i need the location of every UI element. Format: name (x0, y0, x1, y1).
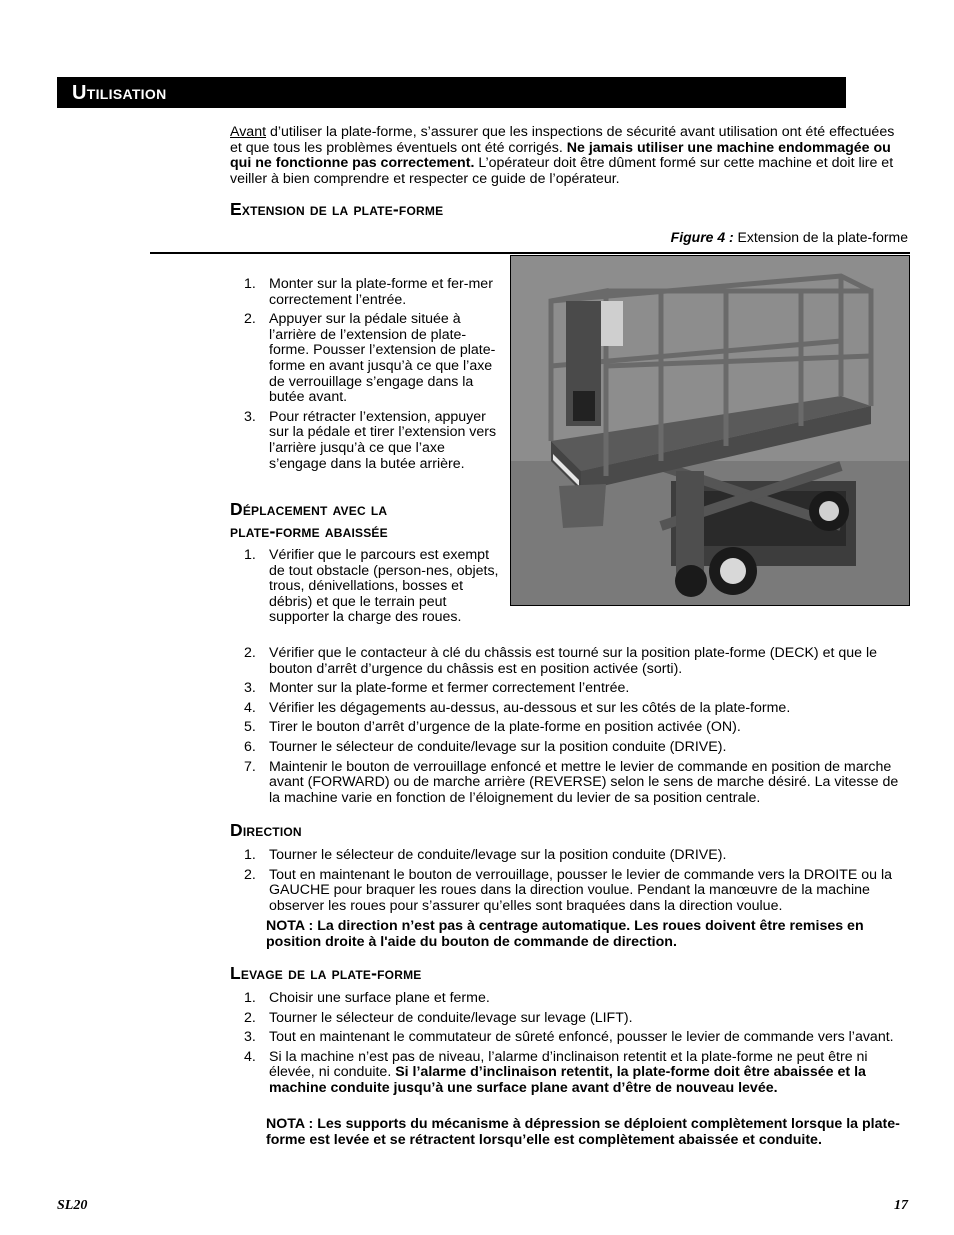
list-item: 1. Vérifier que le parcours est exempt de tout obstacle (person-nes, objets, trous, dénivellations, bosses et débris) et que le terrain peut supporter la charge des roues. (244, 547, 499, 626)
footer-page-number: 17 (894, 1198, 908, 1213)
heading-levage: Levage de la plate-forme (230, 963, 422, 983)
direction-steps (230, 848, 910, 918)
list-item: 4. Vérifier les dégagements au-dessus, au-dessous et sur les côtés de la plate-forme. (244, 699, 791, 716)
figure-caption-text: Extension de la plate-forme (733, 229, 908, 245)
list-item: 2. Appuyer sur la pédale située à l’arrière de l’extension de plate-forme. Pousser l’extension de plate-forme en avant jusqu’à ce que l’axe de verrouillage s’engage dans la butée avant. (244, 311, 496, 406)
section-title: Utilisation (72, 82, 167, 104)
list-item: 1. Tourner le sélecteur de conduite/levage sur la position conduite (DRIVE). (244, 847, 727, 863)
figure-photo-scissor-lift (510, 255, 910, 606)
list-item: 5. Tirer le bouton d’arrêt d’urgence de la plate-forme en position activée (ON). (244, 719, 741, 736)
list-item: 3. Tout en maintenant le commutateur de sûreté enfoncé, pousser le levier de commande vers l’avant. (244, 1029, 894, 1046)
levage-nota: NOTA : Les supports du mécanisme à dépression se déploient complètement lorsque la plate-forme est levée et se rétractent lorsqu’elle est complètement abaissée et conduite. (266, 1116, 900, 1148)
intro-warning: Ne jamais utiliser une machine endommagée ou qui ne fonctionne pas correctement. (230, 139, 891, 172)
levage-steps (230, 991, 910, 1101)
list-item: 3. Monter sur la plate-forme et fermer correctement l’entrée. (244, 680, 630, 697)
intro-avant: Avant (230, 124, 267, 140)
heading-direction: Direction (230, 820, 302, 840)
figure-rule (150, 252, 910, 254)
extension-steps (230, 277, 502, 476)
figure-label: Figure 4 : (670, 229, 734, 245)
figure-caption (671, 230, 908, 246)
list-item: 2. Vérifier que le contacteur à clé du châssis est tourné sur la position plate-forme (DECK) et que le bouton d’arrêt d’urgence du châssis est en position activée (sorti). (244, 645, 877, 677)
direction-nota: NOTA : La direction n’est pas à centrage automatique. Les roues doivent être remises en position droite à l'aide du bouton de commande de direction. (266, 918, 864, 950)
heading-extension: Extension de la plate-forme (230, 199, 444, 219)
intro-paragraph (230, 125, 910, 187)
list-item: 1. Choisir une surface plane et ferme. (244, 990, 490, 1006)
list-item: 7. Maintenir le bouton de verrouillage enfoncé et mettre le levier de commande en position de marche avant (FORWARD) ou de marche arrière (REVERSE) selon le sens de marche désiré. La vitesse de la machine varie en fonction de l’éloignement du levier de sa position centrale. (244, 758, 899, 806)
intro-text1: d’utiliser la plate-forme, s’assurer que les inspections de sécurité avant utilisation ont été effectuées et que tous les problèmes éventuels ont été corrigés. (230, 124, 895, 156)
deplacement-step-1 (230, 548, 502, 630)
deplacement-steps (230, 646, 910, 810)
list-item: 4. Si la machine n’est pas de niveau, l’alarme d’inclinaison retentit et la plate-forme ne peut être ni élevée, ni conduite. Si l’alarme d’inclinaison retentit, la plate-forme doit être abaissée et la machine conduite jusqu’à une surface plane avant d’être de nouveau levée. (244, 1048, 868, 1096)
section-header-bar (57, 77, 846, 108)
intro-text2: L’opérateur doit être dûment formé sur cette machine et doit lire et veiller à bien comprendre et respecter ce guide de l’opérateur. (230, 155, 894, 187)
list-item: 3. Pour rétracter l’extension, appuyer sur la pédale et tirer l’extension vers l’arrière jusqu’à ce que l’axe s’engage dans la butée arrière. (244, 408, 497, 472)
scissor-lift-illustration (511, 256, 909, 605)
list-item: 1. Monter sur la plate-forme et fer-mer correctement l’entrée. (244, 276, 493, 308)
list-item: 2. Tourner le sélecteur de conduite/levage sur levage (LIFT). (244, 1009, 633, 1026)
list-item: 6. Tourner le sélecteur de conduite/levage sur la position conduite (DRIVE). (244, 738, 727, 755)
heading-deplacement-line2: plate-forme abaissée (230, 521, 388, 541)
footer-model: SL20 (57, 1198, 88, 1213)
list-item: 2. Tout en maintenant le bouton de verrouillage, pousser le levier de commande vers la DROITE ou la GAUCHE pour braquer les roues dans la direction voulue. Pendant la manœuvre de la machine observer les roues pour s’assurer qu’elles sont braquées dans la direction voulue. (244, 866, 893, 914)
heading-deplacement-line1: Déplacement avec la (230, 499, 388, 519)
